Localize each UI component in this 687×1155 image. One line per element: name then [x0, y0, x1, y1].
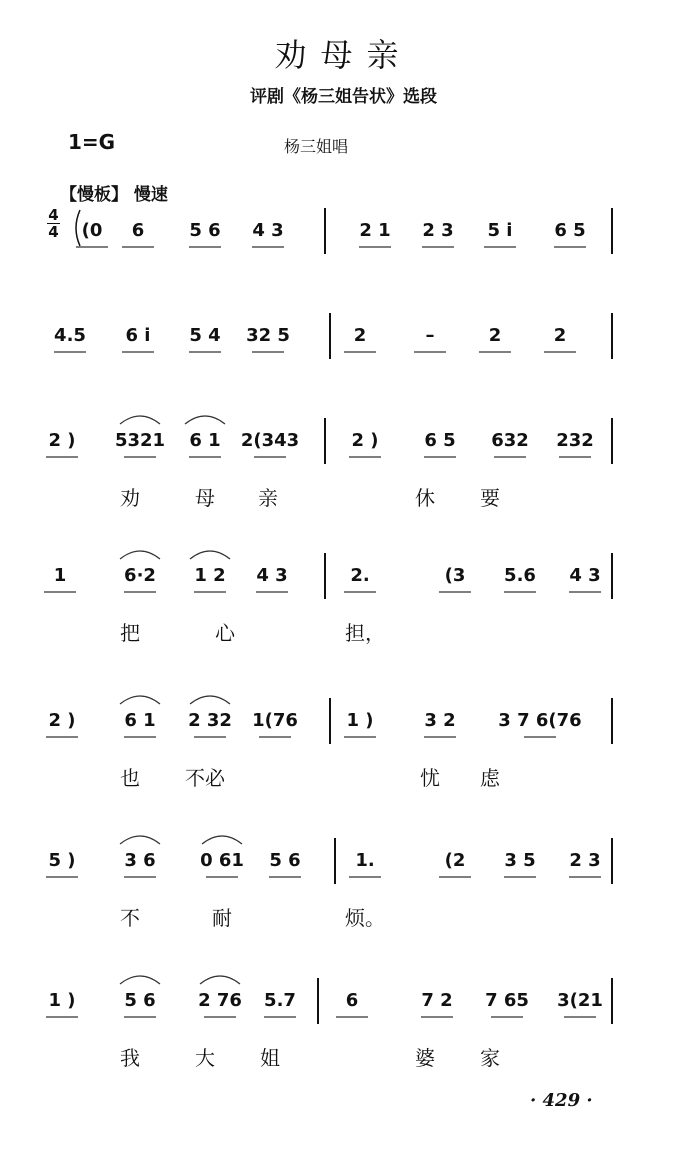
note-group: 5.7 [264, 990, 296, 1011]
note-group: 7 65 [485, 990, 529, 1011]
note-group: 2 3 [422, 220, 454, 241]
note-group: 3 2 [424, 710, 456, 731]
slur-arc [200, 976, 240, 984]
slur-arc [120, 696, 160, 704]
note-group: 2 [353, 325, 367, 346]
note-group: 6 [345, 990, 359, 1011]
note-group: 2. [350, 565, 370, 586]
note-group: 5 4 [189, 325, 221, 346]
note-group: 4 3 [569, 565, 601, 586]
note-group: 2 ) [48, 710, 76, 731]
note-group: 32 5 [246, 325, 290, 346]
note-group: 2 32 [188, 710, 232, 731]
page-number: · 429 · [530, 1090, 593, 1111]
note-group: 1 [53, 565, 67, 586]
note-group: 6 1 [189, 430, 221, 451]
page-title: 劝母亲 [274, 36, 413, 74]
note-group: 632 [491, 430, 529, 451]
note-group: (3 [444, 565, 466, 586]
singer-credit: 杨三姐唱 [284, 137, 349, 156]
note-group: 1(76 [252, 710, 298, 731]
slur-arc [185, 416, 225, 424]
slur-arc [120, 416, 160, 424]
lyric-syllable: 虑 [480, 766, 500, 790]
note-group: 4 3 [252, 220, 284, 241]
note-group: 2 76 [198, 990, 242, 1011]
lyric-syllable: 家 [480, 1046, 500, 1070]
note-group: 6 i [125, 325, 151, 346]
lyric-syllable: 休 [415, 486, 435, 510]
note-group: 5 ) [48, 850, 76, 871]
note-group: 2 ) [48, 430, 76, 451]
page-subtitle: 评剧《杨三姐告状》选段 [250, 87, 437, 107]
note-group: 6 5 [554, 220, 586, 241]
lyric-syllable: 心 [215, 621, 235, 645]
lyric-syllable: 不 [120, 906, 140, 930]
note-group: 6 [131, 220, 145, 241]
note-group: 5 6 [269, 850, 301, 871]
note-group: 1 ) [346, 710, 374, 731]
note-group: 3 7 6(76 [498, 710, 582, 731]
note-group: 5 6 [189, 220, 221, 241]
lyric-syllable: 烦。 [345, 906, 385, 930]
lyric-syllable: 要 [480, 486, 500, 510]
note-group: (2 [444, 850, 466, 871]
note-group: 1 ) [48, 990, 76, 1011]
lyric-syllable: 我 [120, 1046, 140, 1070]
note-group: 4.5 [54, 325, 86, 346]
lyric-syllable: 婆 [415, 1046, 435, 1070]
note-group: 2 3 [569, 850, 601, 871]
time-signature-bottom: 4 [48, 223, 59, 241]
lyric-syllable: 姐 [260, 1046, 280, 1070]
note-group: 6 5 [424, 430, 456, 451]
note-group: 2(343 [240, 430, 300, 451]
slur-arc [190, 696, 230, 704]
tempo-marking: 【慢板】 慢速 [60, 185, 168, 205]
note-group: 1 2 [194, 565, 226, 586]
lyric-syllable: 不必 [185, 766, 225, 790]
note-group: 7 2 [421, 990, 453, 1011]
key-signature: 1=G [68, 130, 116, 154]
slur-arc [202, 836, 242, 844]
note-group: 5.6 [504, 565, 536, 586]
note-group: 3 5 [504, 850, 536, 871]
lyric-syllable: 耐 [212, 906, 232, 930]
note-group: 0 61 [200, 850, 244, 871]
slur-arc [190, 551, 230, 559]
note-group: 2 [553, 325, 567, 346]
note-group: – [425, 325, 435, 346]
lyric-syllable: 母 [195, 486, 215, 510]
note-group: 5 6 [124, 990, 156, 1011]
note-group: (0 [81, 220, 103, 241]
note-group: 1. [355, 850, 375, 871]
note-group: 6·2 [124, 565, 156, 586]
lyric-syllable: 担， [345, 621, 385, 645]
note-group: 232 [556, 430, 594, 451]
note-group: 5321 [114, 430, 166, 451]
opening-paren [76, 210, 80, 246]
slur-arc [120, 836, 160, 844]
note-group: 2 ) [351, 430, 379, 451]
note-group: 5 i [487, 220, 513, 241]
slur-arc [120, 976, 160, 984]
lyric-syllable: 把 [120, 621, 140, 645]
note-group: 6 1 [124, 710, 156, 731]
slur-arc [120, 551, 160, 559]
lyric-syllable: 亲 [258, 486, 278, 510]
note-group: 4 3 [256, 565, 288, 586]
lyric-syllable: 大 [195, 1046, 215, 1070]
note-group: 3 6 [124, 850, 156, 871]
lyric-syllable: 忧 [420, 766, 440, 790]
note-group: 2 1 [359, 220, 391, 241]
lyric-syllable: 也 [120, 766, 140, 790]
time-signature-top: 4 [48, 206, 59, 224]
note-group: 3(21 [557, 990, 603, 1011]
lyric-syllable: 劝 [120, 486, 140, 510]
note-group: 2 [488, 325, 502, 346]
